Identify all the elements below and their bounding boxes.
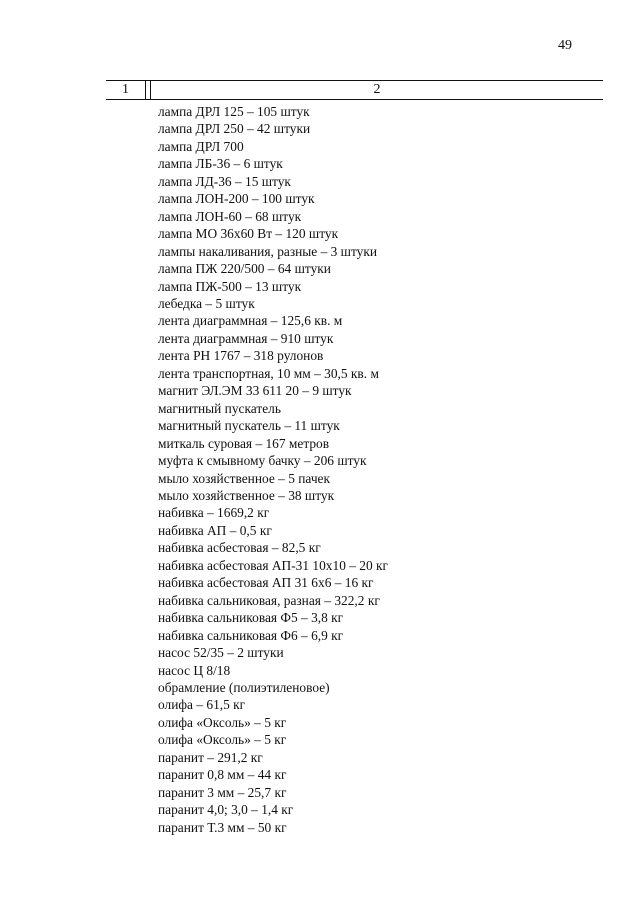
list-item: обрамление (полиэтиленовое) bbox=[158, 679, 330, 695]
table-header-col2: 2 bbox=[373, 82, 381, 97]
list-item: набивка асбестовая АП 31 6х6 – 16 кг bbox=[158, 575, 374, 591]
list-item: лампа ПЖ 220/500 – 64 штуки bbox=[158, 261, 331, 277]
list-item: лента транспортная, 10 мм – 30,5 кв. м bbox=[158, 365, 379, 381]
list-item: набивка сальниковая Ф6 – 6,9 кг bbox=[158, 627, 344, 643]
list-item: муфта к смывному бачку – 206 штук bbox=[158, 453, 367, 469]
list-item: лампа ПЖ-500 – 13 штук bbox=[158, 278, 302, 294]
list-item: мыло хозяйственное – 38 штук bbox=[158, 487, 335, 503]
list-item: набивка асбестовая АП-31 10х10 – 20 кг bbox=[158, 557, 389, 573]
list-item: насос 52/35 – 2 штуки bbox=[158, 645, 284, 661]
list-item: паранит – 291,2 кг bbox=[158, 749, 263, 765]
list-item: паранит 4,0; 3,0 – 1,4 кг bbox=[158, 802, 294, 818]
list-item: паранит Т.3 мм – 50 кг bbox=[158, 819, 287, 835]
list-item: лебедка – 5 штук bbox=[158, 295, 255, 311]
list-item: лента диаграммная – 910 штук bbox=[158, 330, 334, 346]
table-header-col1: 1 bbox=[106, 81, 146, 99]
list-item: лампы накаливания, разные – 3 штуки bbox=[158, 243, 378, 259]
list-item: лампа ДРЛ 125 – 105 штук bbox=[158, 104, 310, 119]
list-item: набивка – 1669,2 кг bbox=[158, 505, 270, 521]
list-item: лента диаграммная – 125,6 кв. м bbox=[158, 313, 343, 329]
list-item: насос Ц 8/18 bbox=[158, 662, 231, 678]
list-item: набивка АП – 0,5 кг bbox=[158, 522, 272, 538]
list-item: лента РН 1767 – 318 рулонов bbox=[158, 348, 324, 364]
table-header-row bbox=[106, 80, 603, 100]
list-item: магнит ЭЛ.ЭМ 33 611 20 – 9 штук bbox=[158, 383, 352, 399]
list-item: олифа «Оксоль» – 5 кг bbox=[158, 714, 287, 730]
list-item: лампа ЛБ-36 – 6 штук bbox=[158, 156, 283, 172]
list-item: лампа ДРЛ 700 bbox=[158, 138, 244, 154]
list-item: паранит 3 мм – 25,7 кг bbox=[158, 784, 287, 800]
list-item: миткаль суровая – 167 метров bbox=[158, 435, 330, 451]
list-item: лампа ЛД-36 – 15 штук bbox=[158, 173, 291, 189]
list-item: олифа «Оксоль» – 5 кг bbox=[158, 732, 287, 748]
list-item: магнитный пускатель bbox=[158, 400, 281, 416]
list-item: набивка сальниковая Ф5 – 3,8 кг bbox=[158, 610, 344, 626]
page-number: 49 bbox=[558, 38, 572, 53]
list-item: олифа – 61,5 кг bbox=[158, 697, 246, 713]
list-item: набивка сальниковая, разная – 322,2 кг bbox=[158, 592, 380, 608]
list-item: мыло хозяйственное – 5 пачек bbox=[158, 470, 330, 486]
list-item: паранит 0,8 мм – 44 кг bbox=[158, 767, 287, 783]
list-item: лампа ЛОН-200 – 100 штук bbox=[158, 191, 315, 207]
list-item: лампа ДРЛ 250 – 42 штуки bbox=[158, 121, 311, 137]
list-item: лампа ЛОН-60 – 68 штук bbox=[158, 208, 302, 224]
list-item: магнитный пускатель – 11 штук bbox=[158, 418, 340, 434]
list-item: лампа МО 36х60 Вт – 120 штук bbox=[158, 226, 339, 242]
inventory-list bbox=[158, 103, 388, 836]
list-item: набивка асбестовая – 82,5 кг bbox=[158, 540, 321, 556]
